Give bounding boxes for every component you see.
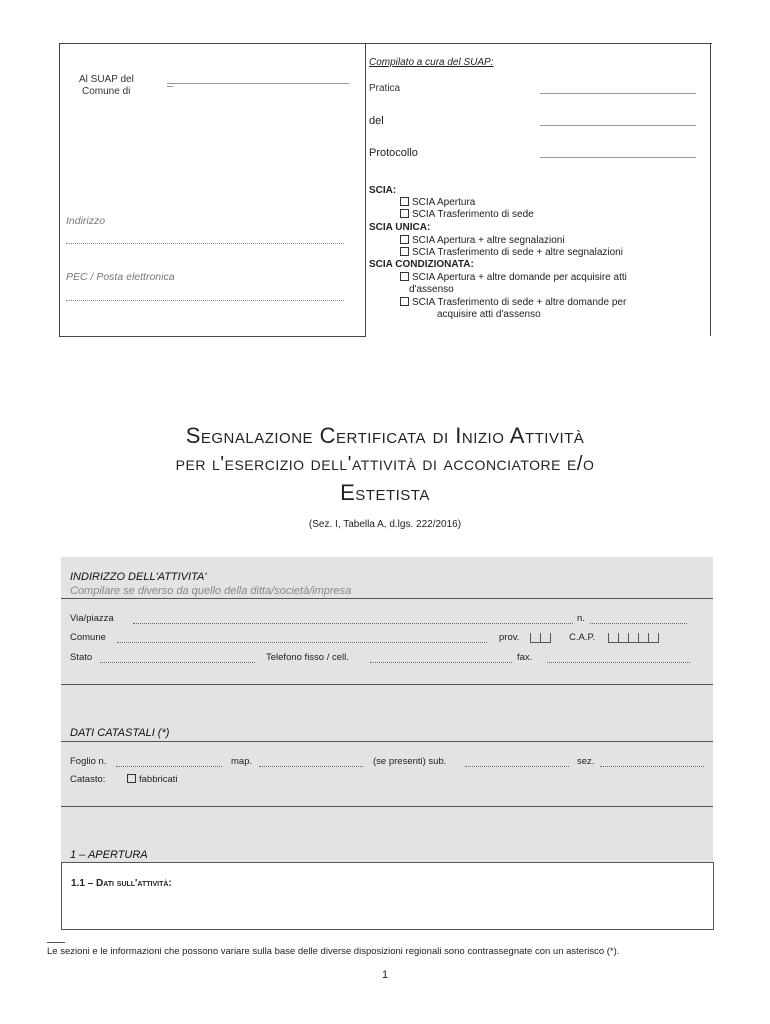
- numero-label: n.: [577, 613, 585, 624]
- via-field[interactable]: [133, 623, 573, 624]
- scia-unica-trasferimento-label: SCIA Trasferimento di sede + altre segnalazioni: [412, 247, 623, 258]
- foglio-label: Foglio n.: [70, 756, 107, 767]
- sez-label: sez.: [577, 756, 595, 767]
- indirizzo-label: Indirizzo: [66, 215, 106, 227]
- fax-label: fax.: [517, 652, 533, 663]
- suap-label-line2: Comune di: [82, 86, 131, 97]
- indirizzo-section-subtitle: Compilare se diverso da quello della ditta/società/impresa: [70, 585, 352, 597]
- map-field[interactable]: [259, 766, 363, 767]
- apertura-section-title: 1 – APERTURA: [70, 849, 148, 861]
- suap-field[interactable]: [167, 83, 349, 84]
- del-label: del: [369, 115, 384, 127]
- compilato-label: Compilato a cura del SUAP:: [369, 57, 494, 68]
- cap-label: C.A.P.: [569, 632, 596, 643]
- protocollo-field[interactable]: [540, 157, 696, 158]
- checkbox-icon[interactable]: [400, 209, 409, 218]
- scia-cond-apertura-option[interactable]: [400, 272, 627, 283]
- suap-label-line1: Al SUAP del: [79, 74, 134, 85]
- scia-cond-trasf-label-2: acquisire atti d'assenso: [437, 309, 541, 320]
- map-label: map.: [231, 756, 253, 767]
- via-label: Via/piazza: [70, 613, 114, 624]
- header-right-border: [710, 43, 711, 336]
- sub-label: (se presenti) sub.: [373, 756, 447, 767]
- scia-unica-trasferimento-option[interactable]: [400, 247, 623, 258]
- telefono-field[interactable]: [370, 662, 512, 663]
- scia-heading: SCIA:: [369, 185, 397, 196]
- apertura-box: [61, 862, 714, 930]
- scia-apertura-option[interactable]: [400, 197, 475, 208]
- indirizzo-field[interactable]: [66, 243, 344, 244]
- checkbox-icon[interactable]: [400, 235, 409, 244]
- title-line1: Segnalazione Certificata di Inizio Attività: [185, 423, 585, 448]
- sub-field[interactable]: [465, 766, 569, 767]
- pec-field[interactable]: [66, 300, 344, 301]
- scia-unica-heading: SCIA UNICA:: [369, 222, 431, 233]
- fax-field[interactable]: [547, 662, 690, 663]
- foglio-field[interactable]: [116, 766, 222, 767]
- telefono-label: Telefono fisso / cell.: [266, 652, 349, 663]
- comune-input[interactable]: [117, 642, 487, 643]
- prov-label: prov.: [499, 632, 520, 643]
- scia-trasferimento-option[interactable]: [400, 209, 534, 220]
- prov-boxes[interactable]: [530, 633, 551, 646]
- checkbox-icon[interactable]: [400, 247, 409, 256]
- dati-attivita-title: 1.1 – Dati sull'attività:: [71, 878, 172, 889]
- apertura-header-bg: [61, 807, 713, 863]
- scia-trasferimento-label: SCIA Trasferimento di sede: [412, 209, 534, 220]
- catastali-section-title: DATI CATASTALI (*): [70, 727, 170, 739]
- scia-cond-trasf-label: SCIA Trasferimento di sede + altre domande per: [412, 297, 627, 308]
- scia-cond-apertura-label: SCIA Apertura + altre domande per acquisire atti: [412, 272, 627, 283]
- title-line3: Estetista: [340, 480, 430, 505]
- fabbricati-label: fabbricati: [139, 774, 178, 785]
- stato-label: Stato: [70, 652, 93, 663]
- pratica-label: Pratica: [369, 83, 401, 94]
- pec-label: PEC / Posta elettronica: [66, 271, 175, 283]
- del-field[interactable]: [540, 125, 696, 126]
- scia-cond-heading: SCIA CONDIZIONATA:: [369, 259, 474, 270]
- scia-cond-trasf-option[interactable]: [400, 297, 626, 308]
- pratica-field[interactable]: [540, 93, 696, 94]
- subtitle: (Sez. I, Tabella A, d.lgs. 222/2016): [308, 519, 462, 530]
- scia-unica-apertura-option[interactable]: [400, 235, 565, 246]
- footnote: Le sezioni e le informazioni che possono variare sulla base delle diverse disposizioni regionali sono contrassegnate con un asterisco (*).: [47, 946, 620, 957]
- catasto-label: Catasto:: [70, 774, 106, 785]
- comune-field[interactable]: [167, 86, 173, 87]
- checkbox-icon[interactable]: [400, 197, 409, 206]
- page-number: 1: [381, 969, 389, 981]
- cap-boxes[interactable]: [608, 633, 659, 646]
- numero-field[interactable]: [590, 623, 687, 624]
- protocollo-label: Protocollo: [369, 147, 418, 159]
- scia-unica-apertura-label: SCIA Apertura + altre segnalazioni: [412, 235, 565, 246]
- checkbox-icon[interactable]: [127, 774, 136, 783]
- comune-label: Comune: [70, 632, 106, 643]
- indirizzo-section-title: INDIRIZZO DELL'ATTIVITA': [70, 571, 207, 583]
- stato-field[interactable]: [100, 662, 255, 663]
- scia-apertura-label: SCIA Apertura: [412, 197, 476, 208]
- scia-cond-apertura-label-2: d'assenso: [409, 284, 454, 295]
- title-line2: per l'esercizio dell'attività di acconciatore e/o: [175, 453, 595, 475]
- checkbox-icon[interactable]: [400, 297, 409, 306]
- checkbox-icon[interactable]: [400, 272, 409, 281]
- fabbricati-option[interactable]: [127, 774, 178, 785]
- footnote-separator: [47, 942, 65, 943]
- sez-field[interactable]: [600, 766, 704, 767]
